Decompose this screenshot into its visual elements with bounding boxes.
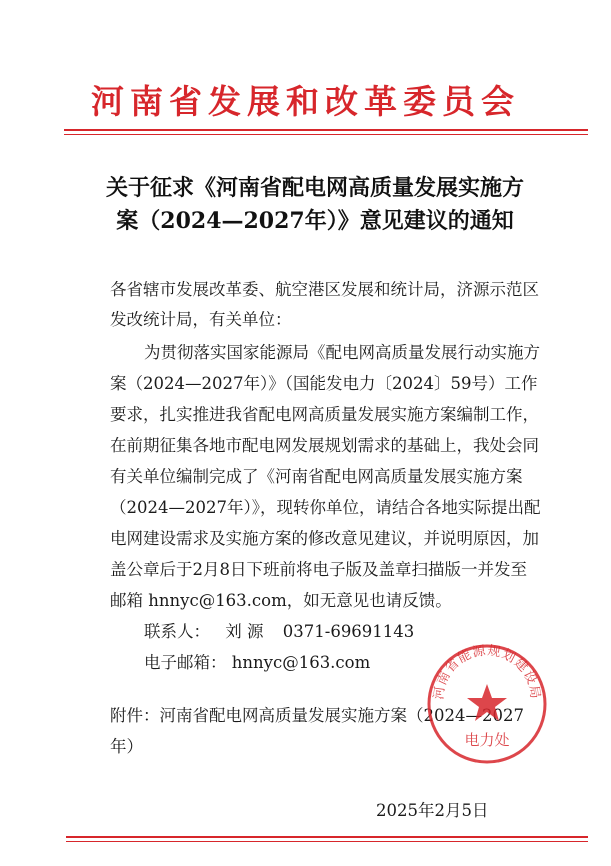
footer-red-rule [66, 836, 588, 838]
title-line-1: 关于征求《河南省配电网高质量发展实施方 [105, 175, 524, 201]
document-title [90, 172, 540, 238]
contact-person-label: 联系人： [144, 622, 210, 641]
title-line-2: 案（2024—2027年）》意见建议的通知 [116, 208, 514, 234]
attachment-line-2: 年） [110, 737, 143, 756]
seal-star-icon [467, 684, 507, 721]
contact-person-row [144, 618, 414, 642]
contact-email-row [144, 649, 370, 673]
contact-person-name: 刘 源 [225, 622, 264, 641]
header-red-rule-thin [64, 134, 588, 135]
body-paragraph-line: （2024—2027年）》，现转你单位，请结合各地实际提出配 [110, 498, 541, 517]
contact-phone: 0371-69691143 [282, 622, 415, 641]
contact-email[interactable]: hnnyc@163.com [231, 653, 371, 672]
official-seal [425, 642, 549, 766]
issue-date: 2025年2月5日 [376, 801, 489, 820]
seal-center-text: 电力处 [464, 731, 510, 749]
seal-ring-text: 河南省能源规划建设局 [431, 643, 543, 701]
body-paragraph-line: 要求，扎实推进我省配电网高质量发展实施方案编制工作， [110, 405, 539, 424]
organization-header: 河南省发展和改革委员会 [91, 82, 520, 121]
body-paragraph-line: 在前期征集各地市配电网发展规划需求的基础上，我处会同 [110, 436, 539, 455]
body-paragraph-line: 案（2024—2027年）》（国能发电力〔2024〕59号）工作 [110, 374, 538, 393]
body-paragraph-line: 为贯彻落实国家能源局《配电网高质量发展行动实施方 [144, 343, 540, 362]
footer-red-rule-thin [66, 841, 588, 842]
contact-email-label: 电子邮箱： [144, 653, 227, 672]
attachment-line-1: 附件：河南省配电网高质量发展实施方案（2024—2027 [110, 706, 524, 725]
recipients-line-1: 各省辖市发展改革委、航空港区发展和统计局，济源示范区 [110, 280, 539, 299]
body-paragraph-line: 电网建设需求及实施方案的修改意见建议，并说明原因，加 [110, 529, 539, 548]
body-paragraph-line: 有关单位编制完成了《河南省配电网高质量发展实施方案 [110, 467, 523, 486]
body-paragraph-line: 盖公章后于2月8日下班前将电子版及盖章扫描版一并发至 [110, 560, 527, 579]
body-paragraph-line: 邮箱 hnnyc@163.com，如无意见也请反馈。 [110, 591, 452, 610]
recipients-line-2: 发改统计局，有关单位： [110, 310, 292, 329]
header-red-rule [64, 129, 588, 131]
